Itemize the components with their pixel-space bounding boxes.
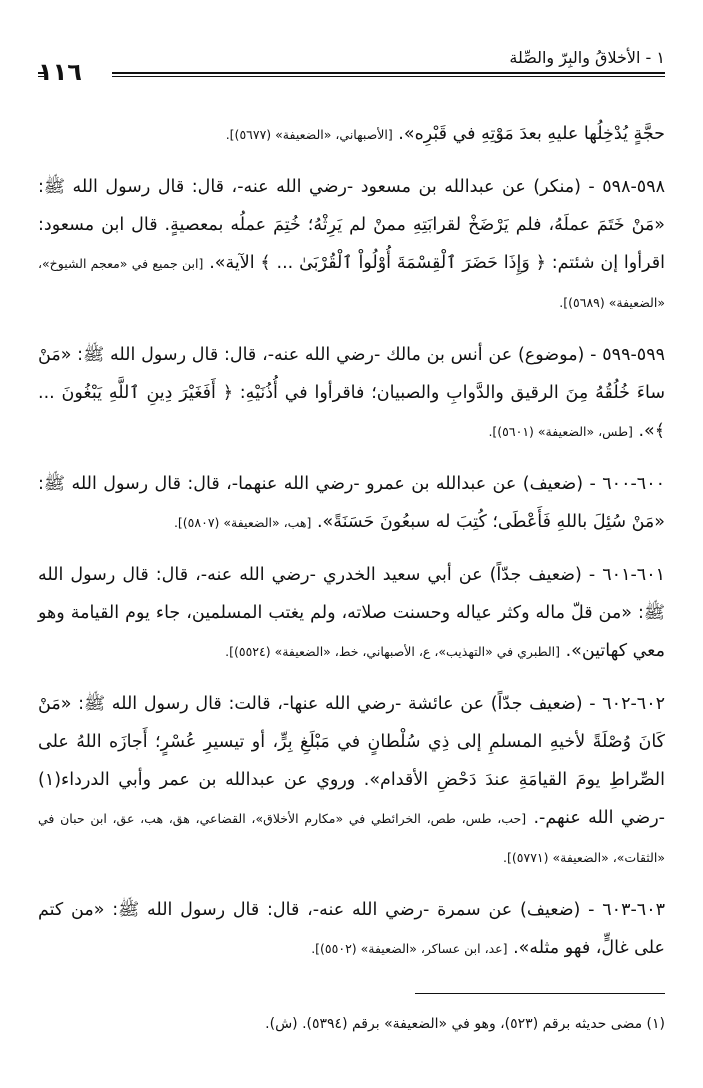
- hadith-source: [طس، «الضعيفة» (٥٦٠١)].: [488, 424, 633, 439]
- hadith-paragraph: [38, 891, 665, 968]
- hadith-source: [الطبري في «التهذيب»، ع، الأصبهاني، خط، «الضعيفة» (٥٥٢٤)].: [225, 644, 560, 659]
- hadith-paragraph: [38, 685, 665, 877]
- hadith-source: [الأصبهاني، «الضعيفة» (٥٦٧٧)].: [225, 127, 393, 142]
- hadith-paragraph: [38, 465, 665, 542]
- hadith-text: ٥٩٩-٥٩٩ - (موضوع) عن أنس بن مالك -رضي الله عنه-، قال: قال رسول الله ﷺ: «مَنْ ساءَ خُلُقُهُ مِنَ الرقيق والدَّوابِ والصبيان؛ فاقرأوا في أُذُنَيْهِ: ﴿ أَفَغَيْرَ دِينِ ٱللَّهِ يَبْغُونَ ... ﴾».: [38, 345, 665, 441]
- hadith-paragraph: [38, 115, 665, 154]
- hadith-text: ٦٠١-٦٠١ - (ضعيف جدّاً) عن أبي سعيد الخدري -رضي الله عنه-، قال: قال رسول الله ﷺ: «من قلّ ماله وكثر عياله وحسنت صلاته، ولم يغتب المسلمين، جاء يوم القيامة وهو معي كهاتين».: [38, 565, 665, 661]
- hadith-paragraph: [38, 336, 665, 451]
- hadith-paragraph: [38, 168, 665, 322]
- chapter-title: ١ - الأخلاقُ والبِرّ والصِّلة: [509, 48, 665, 67]
- page-number: ١١٦: [38, 58, 82, 86]
- footnote: (١) مضى حديثه برقم (٥٢٣)، وهو في «الضعيفة» برقم (٥٣٩٤). (ش).: [265, 1016, 665, 1032]
- hadith-paragraph: [38, 556, 665, 671]
- hadith-source: [حب، طس، طص، الخرائطي في «مكارم الأخلاق»، القضاعي، هق، هب، عق، ابن حبان في «الثقات»، «الضعيفة» (٥٧٧١)].: [38, 811, 665, 865]
- hadith-text: ٦٠٣-٦٠٣ - (ضعيف) عن سمرة -رضي الله عنه-، قال: قال رسول الله ﷺ: «من كتم على غالٍّ، فهو مثله».: [38, 900, 665, 958]
- hadith-source: [عد، ابن عساكر، «الضعيفة» (٥٥٠٢)].: [311, 941, 508, 956]
- hadith-source: [هب، «الضعيفة» (٥٨٠٧)].: [173, 515, 312, 530]
- hadith-text: ٦٠٠-٦٠٠ - (ضعيف) عن عبدالله بن عمرو -رضي الله عنهما-، قال: قال رسول الله ﷺ: «مَنْ سُئِلَ باللهِ فَأَعْطَى؛ كُتِبَ له سبعُونَ حَسَنَةً».: [38, 474, 665, 532]
- hadith-text: ٥٩٨-٥٩٨ - (منكر) عن عبدالله بن مسعود -رضي الله عنه-، قال: قال رسول الله ﷺ: «مَنْ خَتَمَ عملَهُ، فلم يَرْضَخْ لقرابَتِهِ ممنْ لم يَرِثْهُ؛ خُتِمَ عملُه بمعصيةٍ. قال ابن مسعود: اقرأوا إن شئتم: ﴿ وَإِذَا حَضَرَ ٱلْقِسْمَةَ أُوْلُواْ ٱلْقُرْبَىٰ ... ﴾ الآية».: [38, 177, 665, 273]
- header-rule: [38, 72, 665, 77]
- hadith-text: ٦٠٢-٦٠٢ - (ضعيف جدّاً) عن عائشة -رضي الله عنها-، قالت: قال رسول الله ﷺ: «مَنْ كَانَ وُصْلَةً لأخيهِ المسلمِ إلى ذِي سُلْطانٍ في مَبْلَغِ بِرٍّ، أو تيسيرِ عُسْرٍ؛ أَجازَه اللهُ على الصِّراطِ يومَ القيامَةِ عندَ دَحْضِ الأقدام». وروي عن عبدالله بن عمر وأبي الدرداء(١) -رضي الله عنهم-.: [38, 694, 665, 828]
- hadith-text: حجَّةٍ يُدْخِلُها عليهِ بعدَ مَوْتِهِ في قَبْرِه».: [392, 124, 665, 144]
- page-header: [38, 48, 665, 88]
- page-body: [38, 115, 665, 968]
- hadith-source: [ابن جميع في «معجم الشيوخ»، «الضعيفة» (٥٦٨٩)].: [38, 256, 665, 310]
- footnote-separator: [415, 993, 665, 994]
